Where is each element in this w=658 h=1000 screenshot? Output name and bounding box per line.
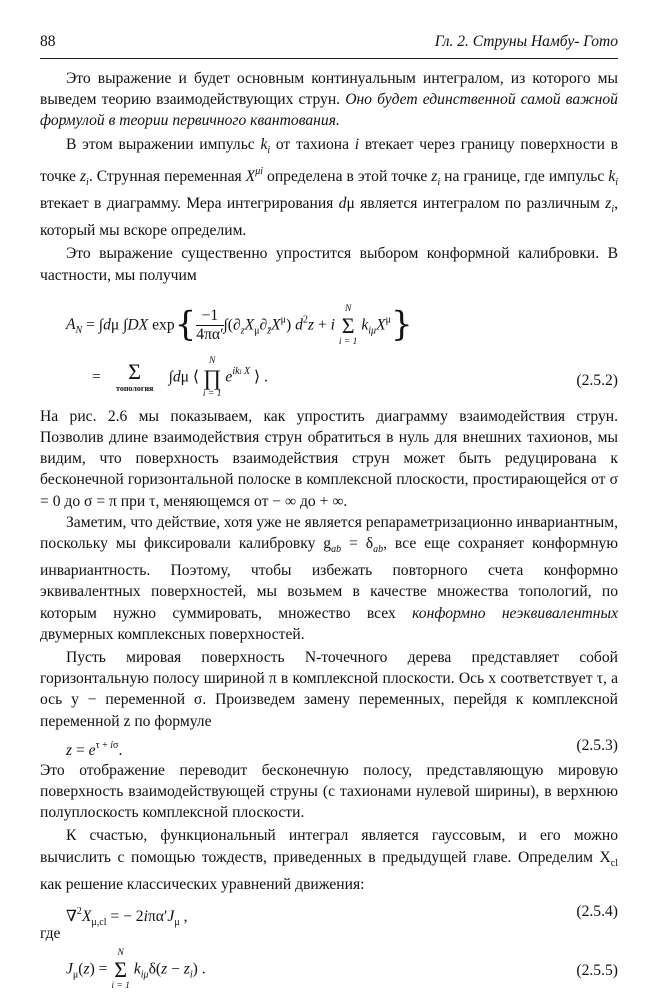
paragraph-8: К счастью, функциональный интеграл является гауссовым, и его можно вычислить с помощью тождеств, приведенных в предыдущей главе. Определим $X_{cl}$ как решение классических уравнений движения: [40, 827, 618, 893]
running-title: Гл. 2. Струны Намбу- Гото [434, 33, 618, 50]
where-word: где [40, 925, 61, 943]
paragraph-2: В этом выражении импульс $k_i$ от тахиона i втекает через границу поверхности в точке $z_i$. Струнная переменная $X^{\mu i}$ определена в этой точке $z_i$ на границе, где импульс $k_i$ втекает в диаграмму. Мера интегрирования dμ является интегралом по различным $z_i$, который мы вскоре определим. [40, 135, 619, 240]
paragraph-3: Это выражение существенно упростится выбором конформной калибровки. В частности, мы получим [40, 245, 618, 284]
equation-number-2-5-2: (2.5.2) [576, 371, 618, 389]
equation-2-5-2-line-1: $A_N = \int d\mu$ ∫DX exp{ $\frac{-1}{4\pi\alpha'}$ $\int(\partial_zX_\mu\partial_{z̄}X^\mu) d^2z + i$ N Σ i = 1 $k_{i\mu}X^\mu$} [66, 303, 413, 347]
equation-2-5-2-line-2: = Σ топология ∫dμ ⟨ N ∏ i = 1 $e^{iki X}$ ⟩ . (2.5.2) [92, 355, 618, 399]
equation-number-2-5-3: (2.5.3) [576, 736, 618, 754]
header-rule [40, 58, 618, 59]
equation-2-5-4: $\nabla^2X_{\mu,cl}$ = − $2i\pi\alpha'J_\mu$ , (2.5.4) [66, 903, 618, 929]
topology-label: топология [116, 384, 154, 394]
paragraph-4: На рис. 2.6 мы показываем, как упростить диаграмму взаимодействия струн. Позволив длине взаимодействия струн обратиться в нуль для внешних тахионов, мы видим, что поверхность взаимодействия струн может быть редуцирована к бесконечной горизонтальной полоске в комплексной плоскости, простирающейся от σ = 0 до σ = π при τ, меняющемся от − ∞ до + ∞. [40, 407, 618, 510]
page-body [40, 68, 618, 994]
paragraph-6: Пусть мировая поверхность N-точечного дерева представляет собой горизонтальную полосу шириной π в комплексной плоскости. Ось x соответствует τ, а ось y − переменной σ. Произведем замену переменных, перейдя к комплексной переменной z по формуле [40, 649, 618, 730]
page-number: 88 [40, 33, 56, 50]
equation-number-2-5-4: (2.5.4) [576, 903, 618, 921]
page-header [40, 33, 618, 59]
paragraph-5: Заметим, что действие, хотя уже не является репараметризационно инвариантным, поскольку мы фиксировали калибровку $g_{ab} = \delta_{ab}$, все еще сохраняет конформную инвариантность. Поэтому, чтобы избежать повторного счета конформно эквивалентных поверхностей, мы возьмем в качестве множества топологий, по которым нужно суммировать, множество всех конформно неэквивалентных двумерных комплексных поверхностей. [40, 513, 618, 643]
paragraph-1: Это выражение и будет основным континуальным интегралом, из которого мы выведем теорию взаимодействующих струн. Оно будет единственной самой важной формулой в теории первичного квантования. [40, 70, 618, 130]
equation-2-5-3: $z = e^{\tau + i\sigma}$. (2.5.3) [66, 736, 618, 759]
equation-number-2-5-5: (2.5.5) [576, 962, 618, 980]
paragraph-7: Это отображение переводит бесконечную полосу, представляющую мировую поверхность взаимодействующей струны (с тахионами нулевой ширины), в верхнюю полуплоскость комплексной плоскости. [40, 761, 618, 822]
equation-2-5-5: $J_\mu(z)$ = N Σ i = 1 $k_{i\mu}\delta(z - z_i)$ . (2.5.5) [66, 948, 618, 992]
